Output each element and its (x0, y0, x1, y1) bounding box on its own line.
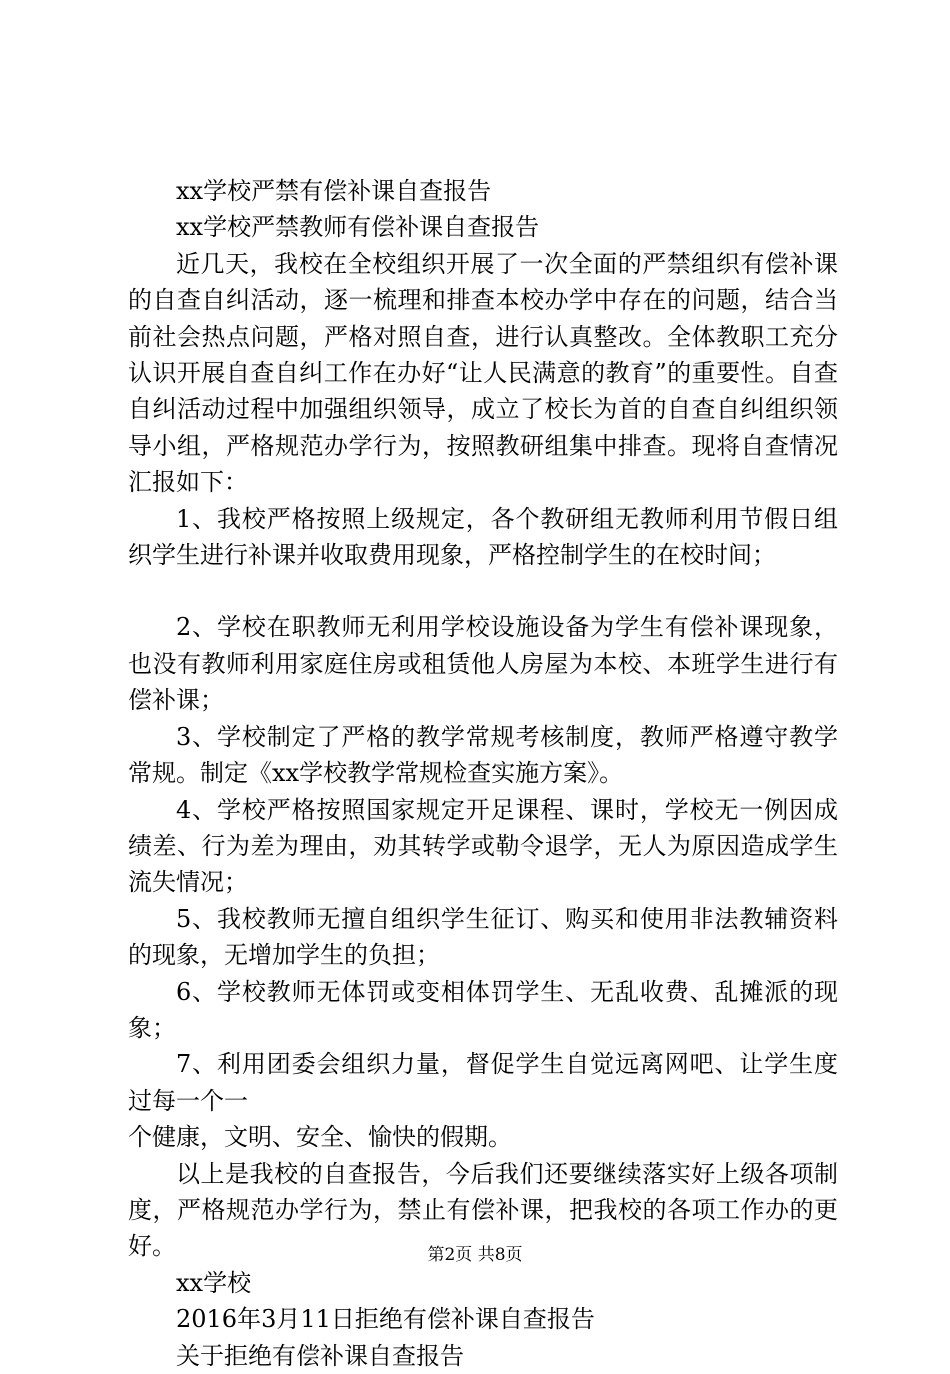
document-subtitle: xx学校严禁教师有偿补课自查报告 (176, 213, 540, 242)
page-footer: 第2页 共8页 (427, 1245, 523, 1265)
list-item-7: 7、利用团委会组织力量，督促学生自觉远离网吧、让学生度过每一个一 (128, 1050, 838, 1115)
document-title: xx学校严禁有偿补课自查报告 (176, 177, 492, 205)
list-item-3: 3、学校制定了严格的教学常规考核制度，教师严格遵守教学常规。制定《xx学校教学常规检查实施方案》。 (128, 722, 838, 788)
list-item-2: 2、学校在职教师无利用学校设施设备为学生有偿补课现象，也没有教师利用家庭住房或租赁他人房屋为本校、本班学生进行有偿补课； (128, 613, 838, 715)
list-item-4: 4、学校严格按照国家规定开足课程、课时，学校无一例因成绩差、行为差为理由，劝其转学或勒令退学，无人为原因造成学生流失情况； (128, 795, 838, 897)
paragraph-gap (128, 573, 838, 609)
next-document-title: 关于拒绝有偿补课自查报告 (176, 1341, 464, 1370)
signature: xx学校 (176, 1268, 252, 1297)
document-body (128, 173, 838, 1374)
list-item-6: 6、学校教师无体罚或变相体罚学生、无乱收费、乱摊派的现象； (128, 977, 838, 1042)
list-item-7-continuation: 个健康，文明、安全、愉快的假期。 (128, 1123, 512, 1152)
date-line: 2016年3月11日拒绝有偿补课自查报告 (176, 1305, 595, 1334)
conclusion-paragraph: 以上是我校的自查报告，今后我们还要继续落实好上级各项制度，严格规范办学行为，禁止有偿补课，把我校的各项工作办的更好。 (128, 1159, 838, 1261)
intro-paragraph: 近几天，我校在全校组织开展了一次全面的严禁组织有偿补课的自查自纠活动，逐一梳理和排查本校办学中存在的问题，结合当前社会热点问题，严格对照自查，进行认真整改。全体教职工充分认识开展自查自纠工作在办好“让人民满意的教育”的重要性。自查自纠活动过程中加强组织领导，成立了校长为首的自查自纠组织领导小组，严格规范办学行为，按照教研组集中排查。现将自查情况汇报如下： (128, 249, 838, 497)
list-item-5: 5、我校教师无擅自组织学生征订、购买和使用非法教辅资料的现象，无增加学生的负担； (128, 904, 838, 970)
list-item-1: 1、我校严格按照上级规定，各个教研组无教师利用节假日组织学生进行补课并收取费用现象，严格控制学生的在校时间； (128, 504, 838, 570)
